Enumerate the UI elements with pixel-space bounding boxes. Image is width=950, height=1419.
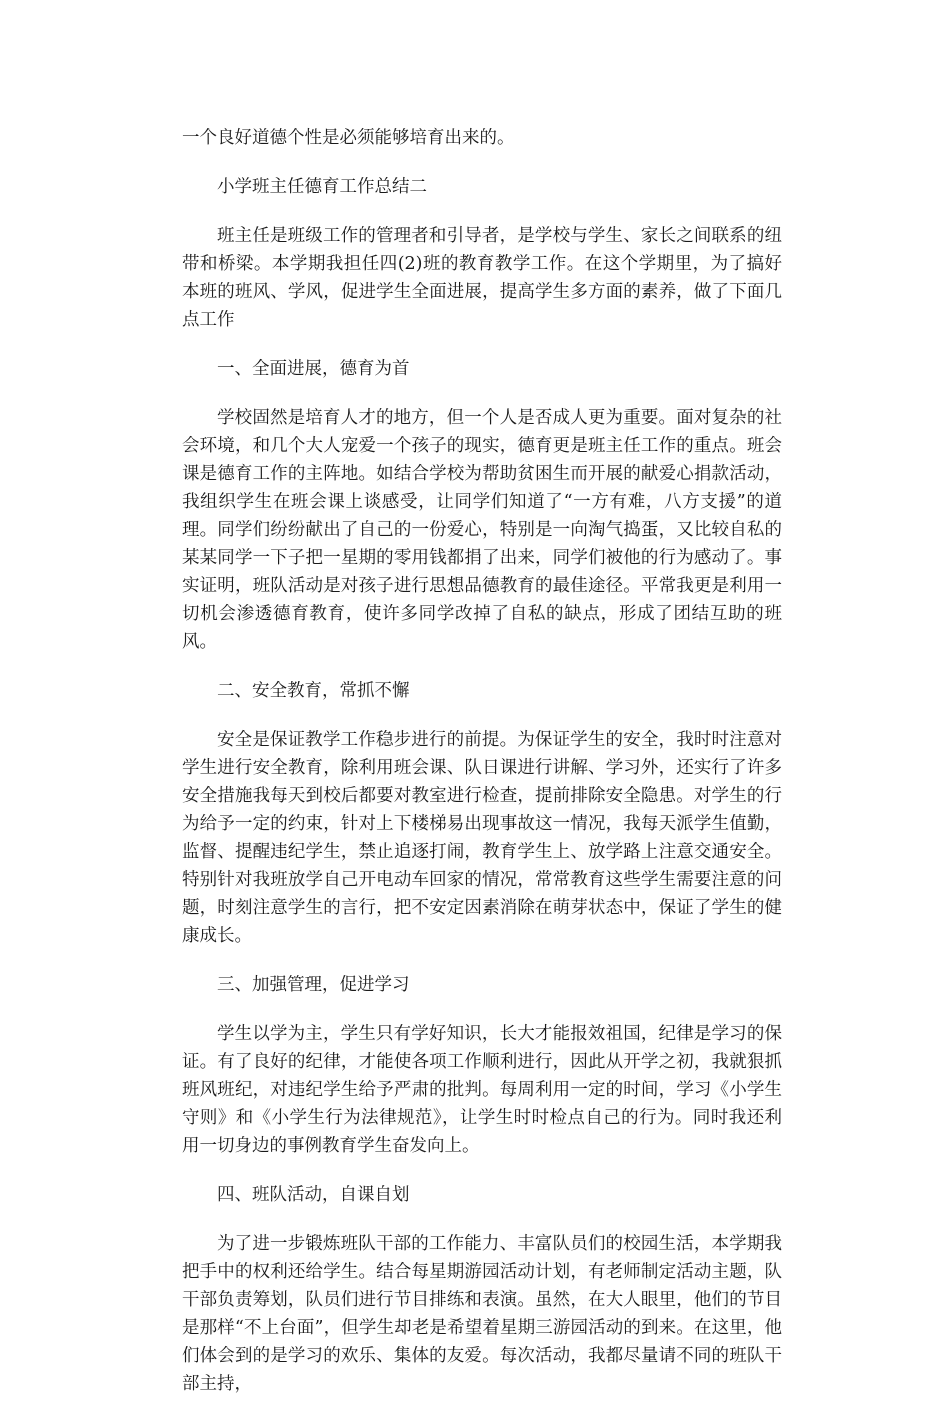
heading-4: 四、班队活动，自课自划 — [217, 1185, 410, 1205]
paragraph-intro: 班主任是班级工作的管理者和引导者，是学校与学生、家长之间联系的纽带和桥梁。本学期我担任四(2)班的教育教学工作。在这个学期里，为了搞好本班的班风、学风，促进学生全面进展，提高学生多方面的素养，做了下面几点工作 — [182, 226, 782, 330]
document-body — [182, 124, 782, 1419]
paragraph-3: 学生以学为主，学生只有学好知识，长大才能报效祖国，纪律是学习的保证。有了良好的纪律，才能使各项工作顺利进行，因此从开学之初，我就狠抓班风班纪，对违纪学生给予严肃的批判。每周利用一定的时间，学习《小学生守则》和《小学生行为法律规范》，让学生时时检点自己的行为。同时我还利用一切身边的事例教育学生奋发向上。 — [182, 1024, 782, 1156]
paragraph-4: 为了进一步锻炼班队干部的工作能力、丰富队员们的校园生活，本学期我把手中的权利还给学生。结合每星期游园活动计划，有老师制定活动主题，队干部负责筹划，队员们进行节目排练和表演。虽然，在大人眼里，他们的节目是那样“不上台面”，但学生却老是希望着星期三游园活动的到来。在这里，他们体会到的是学习的欢乐、集体的友爱。每次活动，我都尽量请不同的班队干部主持， — [182, 1234, 782, 1394]
paragraph-1: 学校固然是培育人才的地方，但一个人是否成人更为重要。面对复杂的社会环境，和几个大人宠爱一个孩子的现实，德育更是班主任工作的重点。班会课是德育工作的主阵地。如结合学校为帮助贫困生而开展的献爱心捐款活动，我组织学生在班会课上谈感受，让同学们知道了“一方有难，八方支援”的道理。同学们纷纷献出了自己的一份爱心，特别是一向淘气捣蛋，又比较自私的某某同学一下子把一星期的零用钱都捐了出来，同学们被他的行为感动了。事实证明，班队活动是对孩子进行思想品德教育的最佳途径。平常我更是利用一切机会渗透德育教育，使许多同学改掉了自私的缺点，形成了团结互助的班风。 — [182, 408, 782, 652]
paragraph-0: 一个良好道德个性是必须能够培育出来的。 — [182, 128, 515, 148]
heading-2: 二、安全教育，常抓不懈 — [217, 681, 410, 701]
section-title: 小学班主任德育工作总结二 — [217, 177, 427, 197]
heading-3: 三、加强管理，促进学习 — [217, 975, 410, 995]
heading-1: 一、全面进展，德育为首 — [217, 359, 410, 379]
paragraph-2: 安全是保证教学工作稳步进行的前提。为保证学生的安全，我时时注意对学生进行安全教育，除利用班会课、队日课进行讲解、学习外，还实行了许多安全措施我每天到校后都要对教室进行检查，提前排除安全隐患。对学生的行为给予一定的约束，针对上下楼梯易出现事故这一情况，我每天派学生值勤，监督、提醒违纪学生，禁止追逐打闹，教育学生上、放学路上注意交通安全。特别针对我班放学自己开电动车回家的情况，常常教育这些学生需要注意的问题，时刻注意学生的言行，把不安定因素消除在萌芽状态中，保证了学生的健康成长。 — [182, 730, 782, 946]
